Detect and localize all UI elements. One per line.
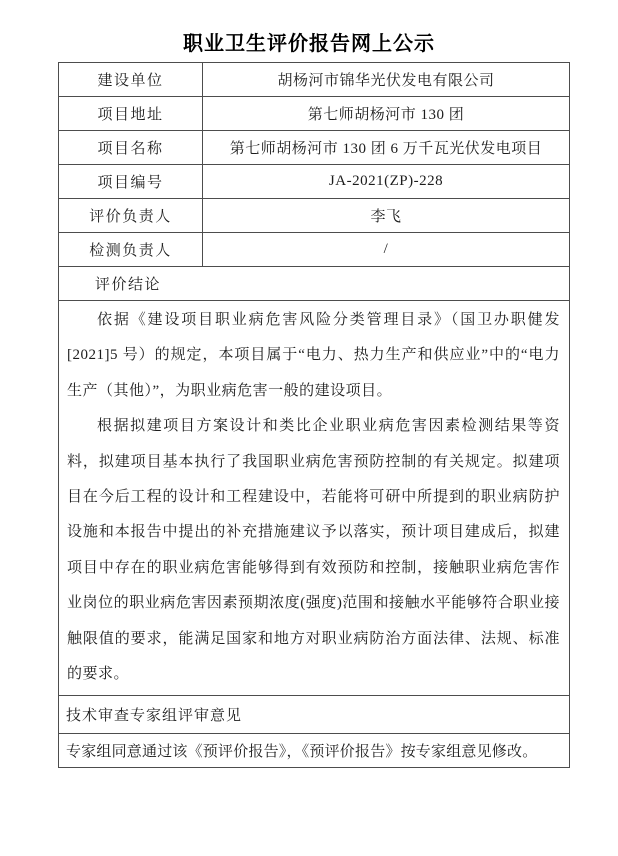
- conclusion-text-cell: [59, 301, 570, 696]
- construction-unit-value: 胡杨河市锦华光伏发电有限公司: [203, 63, 570, 97]
- project-address-label: 项目地址: [59, 97, 203, 131]
- table-row-construction-unit: [59, 63, 570, 97]
- project-address-value: 第七师胡杨河市 130 团: [203, 97, 570, 131]
- construction-unit-label: 建设单位: [59, 63, 203, 97]
- expert-review-header-label: 技术审查专家组评审意见: [59, 696, 570, 734]
- table-row-conclusion-header: [59, 267, 570, 301]
- page-title: 职业卫生评价报告网上公示: [183, 33, 435, 55]
- project-number-value: JA-2021(ZP)-228: [203, 165, 570, 199]
- expert-review-opinion-text: 专家组同意通过该《预评价报告》，《预评价报告》按专家组意见修改。: [59, 734, 570, 768]
- testing-leader-label: 检测负责人: [59, 233, 203, 267]
- evaluation-leader-label: 评价负责人: [59, 199, 203, 233]
- table-row-project-name: [59, 131, 570, 165]
- table-row-project-address: [59, 97, 570, 131]
- conclusion-paragraph-basis: 依据《建设项目职业病危害风险分类管理目录》（国卫办职健发[2021]5 号）的规定，本项目属于“电力、热力生产和供应业”中的“电力生产（其他）”，为职业病危害一般的建设项目。: [67, 312, 560, 399]
- notice-table: [58, 62, 570, 768]
- testing-leader-value: /: [203, 233, 570, 267]
- conclusion-paragraph-assessment: 根据拟建项目方案设计和类比企业职业病危害因素检测结果等资料，拟建项目基本执行了我国职业病危害预防控制的有关规定。拟建项目在今后工程的设计和工程建设中，若能将可研中所提到的职业病防护设施和本报告中提出的补充措施建议予以落实，预计项目建成后，拟建项目中存在的职业病危害能够得到有效预防和控制，接触职业病危害作业岗位的职业病危害因素预期浓度(强度)范围和接触水平能够符合职业接触限值的要求，能满足国家和地方对职业病防治方面法律、法规、标准的要求。: [67, 418, 560, 683]
- table-row-evaluation-leader: [59, 199, 570, 233]
- conclusion-header-label: 评价结论: [59, 267, 570, 301]
- table-row-project-number: [59, 165, 570, 199]
- project-number-label: 项目编号: [59, 165, 203, 199]
- table-row-conclusion-text: [59, 301, 570, 696]
- table-row-expert-header: [59, 696, 570, 734]
- table-row-testing-leader: [59, 233, 570, 267]
- project-name-value: 第七师胡杨河市 130 团 6 万千瓦光伏发电项目: [203, 131, 570, 165]
- evaluation-leader-value: 李飞: [203, 199, 570, 233]
- document-page: [0, 31, 618, 856]
- table-row-expert-opinion: [59, 734, 570, 768]
- project-name-label: 项目名称: [59, 131, 203, 165]
